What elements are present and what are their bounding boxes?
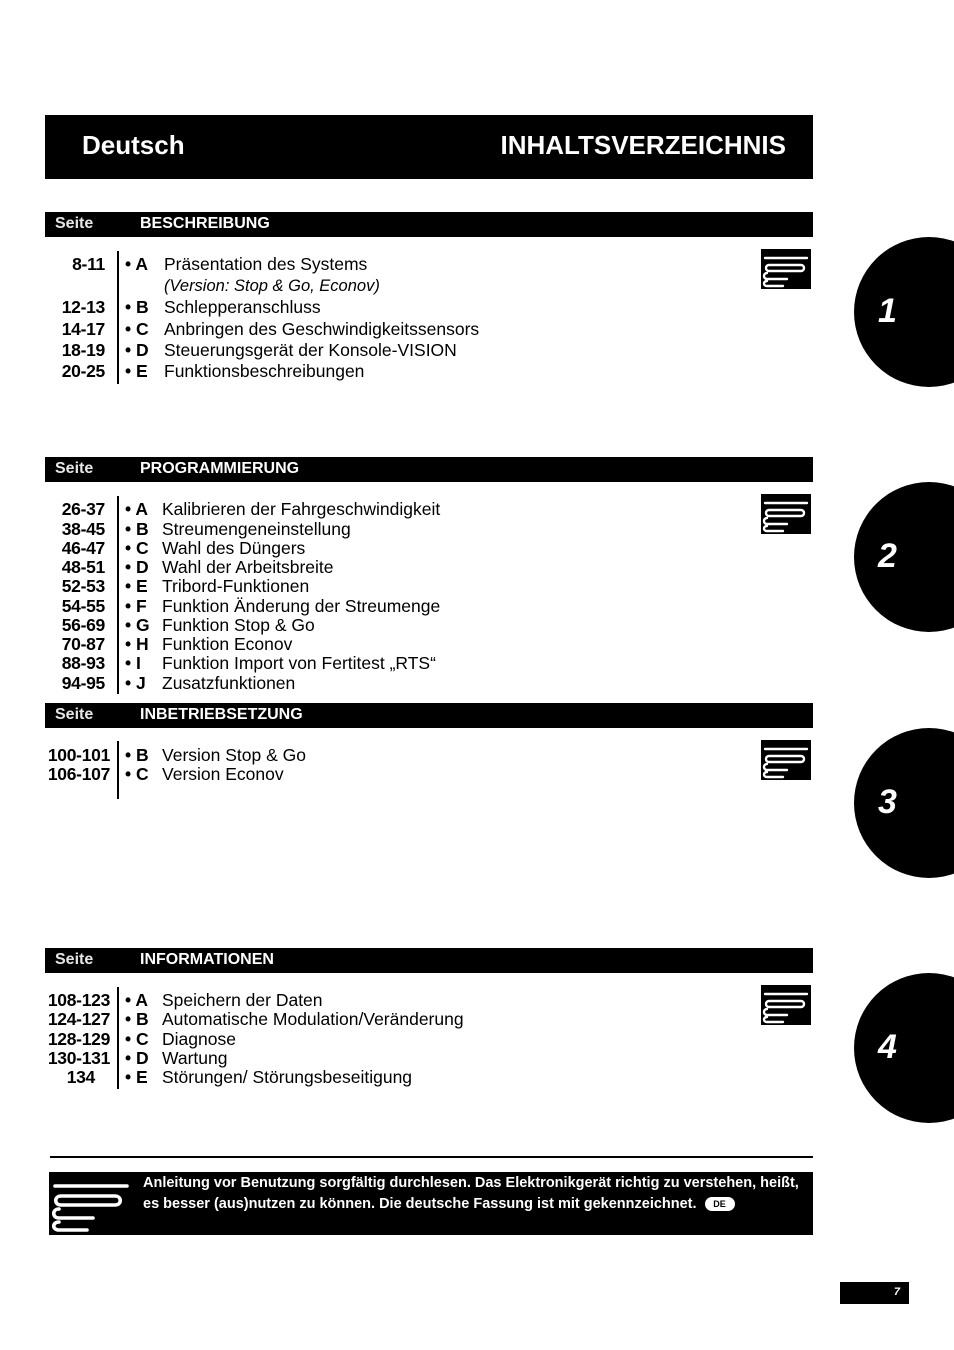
divider-rule (50, 1156, 813, 1158)
divider-line (117, 987, 119, 1089)
toc-letter: • A (125, 499, 148, 519)
toc-text: Störungen/ Störungsbeseitigung (162, 1067, 413, 1087)
toc-letter: • E (125, 576, 148, 596)
page-number: 7 (893, 1286, 900, 1298)
toc-letter: • H (125, 634, 149, 654)
toc-text: Steuerungsgerät der Konsole-VISION (164, 340, 457, 360)
chapter-tab-number: 4 (878, 1028, 897, 1066)
toc-text: Speichern der Daten (162, 990, 323, 1010)
toc-letter: • B (125, 297, 149, 317)
chapter-tab-2[interactable] (854, 482, 954, 632)
toc-text: Streumengeneinstellung (162, 519, 351, 539)
section-title: INBETRIEBSETZUNG (140, 706, 303, 723)
toc-letter: • C (125, 1029, 149, 1049)
pointing-hand-icon (761, 249, 811, 289)
toc-pages: 18-19 (61, 340, 105, 360)
seite-label: Seite (55, 951, 94, 968)
toc-pages: 124-127 (47, 1009, 110, 1029)
toc-pages: 26-37 (61, 499, 105, 519)
toc-letter: • B (125, 1009, 149, 1029)
toc-text: Zusatzfunktionen (162, 673, 296, 693)
toc-letter: • B (125, 745, 149, 765)
toc-letter: • C (125, 319, 149, 339)
chapter-tab-number: 1 (878, 292, 897, 330)
toc-pages: 128-129 (47, 1029, 110, 1049)
chapter-tab-number: 3 (878, 783, 897, 821)
toc-letter: • E (125, 361, 148, 381)
section-bar-programmierung (45, 457, 813, 482)
seite-label: Seite (55, 706, 94, 723)
toc-letter: • B (125, 519, 149, 539)
seite-label: Seite (55, 460, 94, 477)
toc-text: Funktion Import von Fertitest „RTS“ (162, 653, 436, 673)
toc-letter: • I (125, 653, 141, 673)
toc-pages: 52-53 (61, 576, 105, 596)
toc-pages: 108-123 (47, 990, 110, 1010)
toc-pages: 46-47 (61, 538, 105, 558)
toc-pages: 48-51 (61, 557, 105, 577)
toc-text: Präsentation des Systems (164, 254, 368, 274)
toc-letter: • G (125, 615, 150, 635)
toc-letter: • C (125, 538, 149, 558)
page-number-box (840, 1282, 909, 1304)
note-text (143, 1173, 803, 1215)
pointing-hand-icon (49, 1172, 132, 1235)
section-title: INFORMATIONEN (140, 951, 274, 968)
toc-letter: • D (125, 1048, 149, 1068)
toc-subtext: (Version: Stop & Go, Econov) (164, 277, 380, 295)
toc-pages: 56-69 (61, 615, 105, 635)
note-box (132, 1172, 813, 1235)
toc-letter: • F (125, 596, 147, 616)
toc-letter: • E (125, 1067, 148, 1087)
toc-pages: 134 (66, 1067, 95, 1087)
chapter-tab-number: 2 (878, 537, 897, 575)
toc-letter: • C (125, 764, 149, 784)
toc-pages: 20-25 (61, 361, 105, 381)
toc-text: Wartung (162, 1048, 228, 1068)
section-bar-inbetriebsetzung (45, 703, 813, 728)
toc-text: Wahl des Düngers (162, 538, 306, 558)
toc-pages: 8-11 (72, 254, 105, 274)
pointing-hand-icon (761, 494, 811, 534)
toc-pages: 38-45 (61, 519, 105, 539)
toc-pages: 12-13 (61, 297, 105, 317)
toc-pages: 130-131 (47, 1048, 110, 1068)
pointing-hand-icon (761, 740, 811, 780)
toc-pages: 94-95 (61, 673, 105, 693)
toc-text: Funktion Econov (162, 634, 293, 654)
toc-pages: 14-17 (61, 319, 105, 339)
toc-letter: • D (125, 557, 149, 577)
toc-text: Wahl der Arbeitsbreite (162, 557, 334, 577)
toc-text: Funktionsbeschreibungen (164, 361, 365, 381)
chapter-tab-4[interactable] (854, 973, 954, 1123)
toc-text: Version Stop & Go (162, 745, 306, 765)
toc-pages: 54-55 (61, 596, 105, 616)
toc-text: Funktion Stop & Go (162, 615, 315, 635)
note-body: Anleitung vor Benutzung sorgfältig durchlesen. Das Elektronikgerät richtig zu verstehen, heißt, es besser (aus)nutzen zu können. Die deutsche Fassung ist mit gekennzeichnet. (143, 1175, 799, 1212)
de-badge: DE (705, 1197, 735, 1211)
toc-text: Automatische Modulation/Veränderung (162, 1009, 464, 1029)
pointing-hand-icon (761, 985, 811, 1025)
toc-letter: • A (125, 990, 148, 1010)
chapter-tab-1[interactable] (854, 237, 954, 387)
toc-text: Schlepperanschluss (164, 297, 321, 317)
toc-text: Version Econov (162, 764, 284, 784)
section-bar-informationen (45, 948, 813, 973)
toc-text: Tribord-Funktionen (162, 576, 310, 596)
section-title: BESCHREIBUNG (140, 215, 270, 232)
page-title: INHALTSVERZEICHNIS (500, 130, 786, 160)
divider-line (117, 741, 119, 799)
toc-pages: 70-87 (61, 634, 105, 654)
toc-letter: • A (125, 254, 148, 274)
chapter-tab-3[interactable] (854, 728, 954, 878)
language-label: Deutsch (82, 130, 185, 160)
toc-pages: 106-107 (47, 764, 110, 784)
toc-letter: • D (125, 340, 149, 360)
toc-text: Anbringen des Geschwindigkeitssensors (164, 319, 480, 339)
toc-text: Diagnose (162, 1029, 236, 1049)
divider-line (117, 496, 119, 694)
section-bar-beschreibung (45, 212, 813, 237)
seite-label: Seite (55, 215, 94, 232)
toc-pages: 100-101 (47, 745, 110, 765)
section-title: PROGRAMMIERUNG (140, 460, 300, 477)
toc-pages: 88-93 (61, 653, 105, 673)
header-bar (45, 115, 813, 179)
toc-text: Funktion Änderung der Streumenge (162, 596, 441, 616)
toc-text: Kalibrieren der Fahrgeschwindigkeit (162, 499, 441, 519)
divider-line (117, 251, 119, 384)
toc-letter: • J (125, 673, 146, 693)
